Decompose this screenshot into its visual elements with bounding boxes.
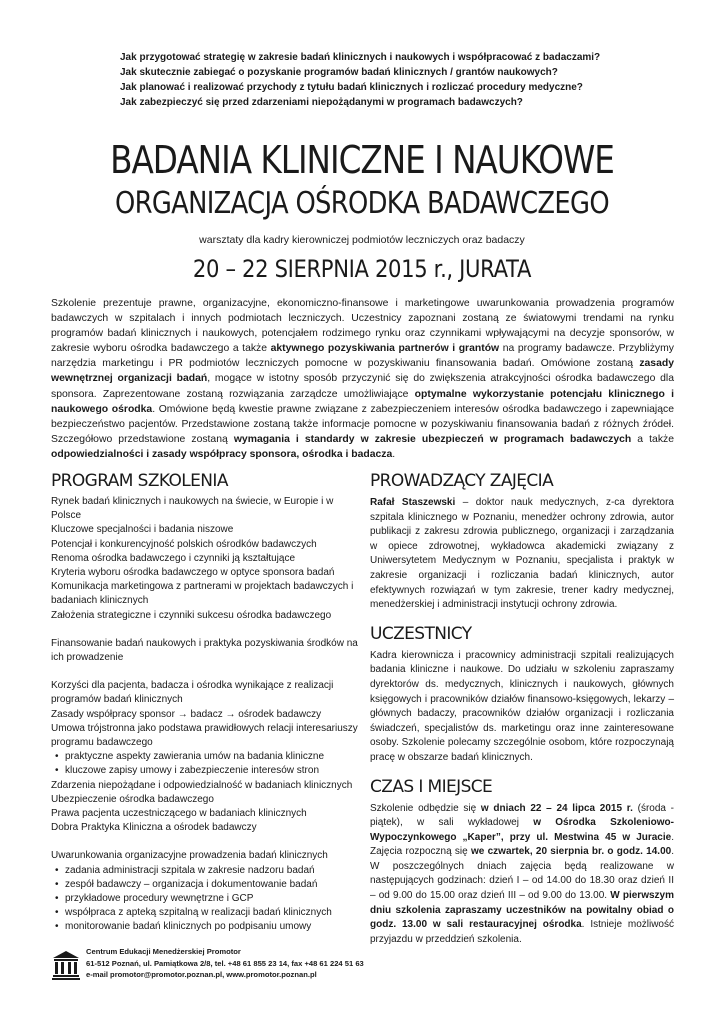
- program-subitem: • praktyczne aspekty zawierania umów na badania kliniczne: [51, 750, 361, 764]
- bullet-icon: •: [55, 751, 59, 763]
- program-item: Ubezpieczenie ośrodka badawczego: [51, 793, 214, 805]
- bullet-icon: •: [55, 893, 59, 905]
- program-item: Rynek badań klinicznych i naukowych na świecie, w Europie i w Polsce: [51, 496, 334, 522]
- program-item: Uwarunkowania organizacyjne prowadzenia badań klinicznych: [51, 850, 328, 862]
- key-questions: [120, 50, 680, 110]
- program-item: Zasady współpracy sponsor → badacz → ośrodek badawczy: [51, 708, 322, 720]
- info-column: [370, 470, 674, 957]
- program-item: Założenia strategiczne i czynniki sukcesu ośrodka badawczego: [51, 609, 332, 621]
- place-text: Szkolenie odbędzie się w dniach 22 – 24 lipca 2015 r. (środa - piątek), w sali wykładowej w Ośrodka Szkoleniowo-Wypoczynkowego „Kaper”, przy ul. Mestwina 45 w Juracie. Zajęcia rozpoczną się we czwartek, 20 sierpnia br. o godz. 14.00. W poszczególnych dniach zajęcia będą realizowane w następujących godzinach: dzień I – od 14.00 do 18.30 oraz dzień II – od 9.00 do 15.00 oraz dzień III – od 9.00 do 13.00. W pierwszym dniu szkolenia zapraszamy uczestników na powitalny obiad o godz. 13.00 w sali restauracyjnej ośrodka. Istnieje możliwość przyjazdu w przeddzień szkolenia.: [370, 802, 674, 945]
- program-item: Finansowanie badań naukowych i praktyka pozyskiwania środków na ich prowadzenie: [51, 637, 358, 664]
- program-list: [51, 495, 361, 935]
- program-item: Umowa trójstronna jako podstawa prawidłowych relacji interesariuszy programu badawczego: [51, 722, 358, 749]
- program-subitem: • zadania administracji szpitala w zakresie nadzoru badań: [51, 864, 361, 878]
- program-item: Kluczowe specjalności i badania niszowe: [51, 524, 234, 536]
- program-item: Korzyści dla pacjenta, badacza i ośrodka wynikające z realizacji programów badań klinicznych: [51, 680, 334, 706]
- program-subitem: • przykładowe procedury wewnętrzne i GCP: [51, 892, 361, 906]
- program-item: Kryteria wyboru ośrodka badawczego w optyce sponsora badań: [51, 567, 335, 579]
- program-heading: PROGRAM SZKOLENIA: [51, 471, 228, 491]
- program-item: Prawa pacjenta uczestniczącego w badaniach klinicznych: [51, 808, 307, 820]
- program-subitem: • zespół badawczy – organizacja i dokumentowanie badań: [51, 878, 361, 892]
- participants-text: Kadra kierownicza i pracownicy administracji szpitali realizujących badania kliniczne i naukowe. Do udziału w szkoleniu zapraszamy dyrektorów ds. medycznych, klinicznych i naukowych, głównych księgowych i pracowników działów finansowo-księgowych, lekarzy – głównych badaczy, pracowników działów organizacji i rozliczania świadczeń, specjalistów ds. marketingu oraz inne zainteresowane osoby. Szkolenie polecamy szczególnie osobom, które rozpoczynają pracę w obszarze badań klinicznych.: [370, 649, 674, 763]
- footer: [52, 946, 472, 990]
- trainer-section: [370, 470, 674, 613]
- participants-section: [370, 623, 674, 766]
- footer-links[interactable]: e-mail promotor@promotor.poznan.pl, www.promotor.poznan.pl: [86, 970, 317, 979]
- program-item: Potencjał i konkurencyjność polskich ośrodków badawczych: [51, 538, 317, 550]
- main-subtitle-title: ORGANIZACJA OŚRODKA BADAWCZEGO: [115, 186, 609, 221]
- question-4: Jak zabezpieczyć się przed zdarzeniami niepożądanymi w programach badawczych?: [120, 97, 523, 108]
- program-item: Dobra Praktyka Kliniczna a ośrodek badawczy: [51, 822, 257, 834]
- bullet-icon: •: [55, 765, 59, 777]
- program-item: Komunikacja marketingowa z partnerami w projektach badawczych i badaniach klinicznych: [51, 581, 354, 607]
- place-section: [370, 776, 674, 948]
- program-item: Renoma ośrodka badawczego i czynniki ją kształtujące: [51, 552, 296, 564]
- program-subitem: • kluczowe zapisy umowy i zabezpieczenie interesów stron: [51, 764, 361, 778]
- building-columns-icon: [52, 950, 80, 980]
- question-2: Jak skutecznie zabiegać o pozyskanie programów badań klinicznych / grantów naukowych?: [120, 67, 558, 78]
- question-1: Jak przygotować strategię w zakresie badań klinicznych i naukowych i współpracować z badaczami?: [120, 52, 601, 63]
- footer-contact: [86, 946, 364, 981]
- main-title: BADANIA KLINICZNE I NAUKOWE: [110, 138, 614, 182]
- bullet-icon: •: [55, 878, 59, 890]
- question-3: Jak planować i realizować przychody z tytułu badań klinicznych i rozliczać procedury medyczne?: [120, 82, 583, 93]
- trainer-heading: PROWADZĄCY ZAJĘCIA: [370, 471, 554, 491]
- program-item: Zdarzenia niepożądane i odpowiedzialność w badaniach klinicznych: [51, 779, 353, 791]
- trainer-name: Rafał Staszewski: [370, 497, 456, 508]
- bullet-icon: •: [55, 921, 59, 933]
- program-subitem: • współpraca z apteką szpitalną w realizacji badań klinicznych: [51, 906, 361, 920]
- place-heading: CZAS I MIEJSCE: [370, 776, 493, 797]
- participants-heading: UCZESTNICY: [370, 623, 472, 644]
- intro-paragraph: Szkolenie prezentuje prawne, organizacyjne, ekonomiczno-finansowe i marketingowe uwarunkowania prowadzenia programów badawczych w szpitalach i innych podmiotach leczniczych. Uczestnicy zapoznani zostaną ze światowymi trendami na rynku programów badań klinicznych i naukowych, potencjałem rodzimego rynku oraz czynnikami wpływającymi na decyzje sponsorów, w zakresie wyboru ośrodka badawczego a także aktywnego pozyskiwania partnerów i grantów na programy badawcze. Przybliżymy narzędzia marketingu i PR podmiotów leczniczych pomocne w pozyskiwaniu finansowania badań. Omówione zostaną zasady wewnętrznej organizacji badań, mogące w istotny sposób przyczynić się do zwiększenia atrakcyjności ośrodka badawczego dla sponsora. Zaprezentowane zostaną rozwiązania zarządcze umożliwiające optymalne wykorzystanie potencjału klinicznego i naukowego ośrodka. Omówione będą kwestie prawne związane z zabezpieczeniem interesów ośrodka badawczego i zapewniające bezpieczeństwo pacjentów. Przedstawione zostaną także informacje pomocne w pozyskiwaniu finansowania badań z różnych źródeł. Szczegółowo przedstawione zostaną wymagania i standardy w zakresie ubezpieczeń w programach badawczych a także odpowiedzialności i zasady współpracy sponsora, ośrodka i badacza.: [51, 298, 675, 460]
- program-subitem: • monitorowanie badań klinicznych po podpisaniu umowy: [51, 920, 361, 934]
- event-date: 20 – 22 SIERPNIA 2015 r., JURATA: [192, 255, 532, 283]
- bullet-icon: •: [55, 864, 59, 876]
- footer-org: Centrum Edukacji Menedżerskiej Promotor: [86, 947, 241, 956]
- bullet-icon: •: [55, 907, 59, 919]
- program-section: [51, 470, 361, 935]
- workshop-audience: warsztaty dla kadry kierowniczej podmiotów leczniczych oraz badaczy: [199, 234, 525, 246]
- trainer-bio: Rafał Staszewski – doktor nauk medycznych, z-ca dyrektora szpitala klinicznego w Poznaniu, menedżer ochrony zdrowia, autor publikacji z zakresu zdrowia publicznego, organizacji i zarządzania w opiece zdrowotnej, wykładowca akademicki związany z Uniwersytetem Medycznym w Poznaniu, specjalista i praktyk w zakresie organizacji i rozliczania badań klinicznych, autor efektywnych rozwiązań w tym zakresie, trener kadry medycznej, menedżerskiej i administracji instytucji ochrony zdrowia.: [370, 497, 674, 611]
- footer-address: 61-512 Poznań, ul. Pamiątkowa 2/8, tel. +48 61 855 23 14, fax +48 61 224 51 63: [86, 958, 364, 968]
